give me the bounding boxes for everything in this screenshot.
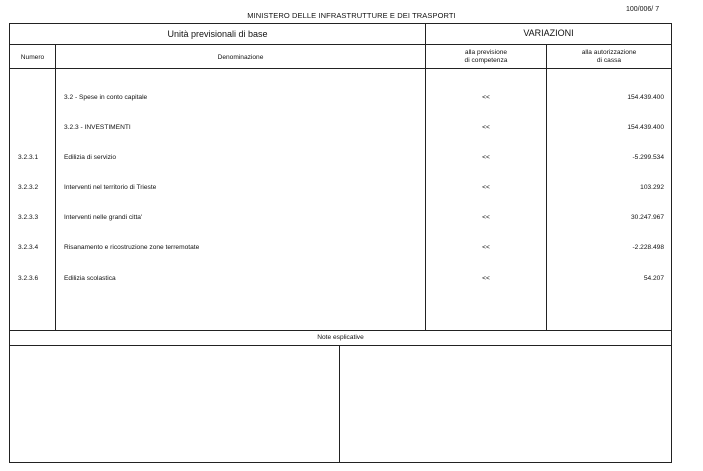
- row-previsione: <<: [482, 154, 490, 161]
- row-previsione: <<: [482, 244, 490, 251]
- page-code: 100/006/ 7: [626, 6, 660, 13]
- row-cassa: 154.439.400: [627, 94, 664, 101]
- row-numero: 3.2.3.1: [18, 154, 39, 161]
- row-denominazione: 3.2.3 - INVESTIMENTI: [64, 124, 131, 131]
- row-numero: 3.2.3.4: [18, 244, 39, 251]
- frame-bottom: [9, 462, 672, 463]
- row-cassa: 30.247.967: [630, 214, 664, 221]
- frame-right: [671, 23, 672, 463]
- notes-right-area: [340, 346, 671, 462]
- row-denominazione: Edilizia scolastica: [64, 275, 116, 282]
- row-previsione: <<: [482, 275, 490, 282]
- group-header-unita: Unità previsionali di base: [167, 29, 268, 39]
- notes-title: Note esplicative: [317, 334, 364, 341]
- notes-left-area: [10, 346, 339, 462]
- group-header-variazioni: VARIAZIONI: [523, 28, 574, 38]
- row-denominazione: Edilizia di servizio: [64, 154, 117, 161]
- row-previsione: <<: [482, 184, 490, 191]
- row-cassa: -5.299.534: [632, 154, 664, 161]
- frame-top: [9, 23, 672, 24]
- col-divider-numero: [55, 45, 56, 330]
- col-header-cassa-2: di cassa: [596, 57, 622, 64]
- col-header-numero: Numero: [20, 54, 45, 61]
- row-numero: 3.2.3.2: [18, 184, 39, 191]
- col-header-previsione-1: alla previsione: [464, 49, 508, 56]
- row-cassa: 103.292: [640, 184, 664, 191]
- row-denominazione: Interventi nelle grandi citta': [64, 214, 143, 221]
- row-denominazione: Interventi nel territorio di Trieste: [64, 184, 157, 191]
- notes-divider-top: [9, 330, 672, 331]
- col-header-previsione-2: di competenza: [464, 57, 508, 64]
- col-divider-group: [425, 23, 426, 330]
- col-header-cassa-1: alla autorizzazione: [581, 49, 637, 56]
- row-denominazione: Risanamento e ricostruzione zone terremotate: [64, 244, 200, 251]
- row-numero: 3.2.3.3: [18, 214, 39, 221]
- col-header-denominazione: Denominazione: [217, 54, 264, 61]
- row-previsione: <<: [482, 94, 490, 101]
- header-divider-2: [9, 68, 672, 69]
- header-divider-1: [9, 44, 672, 45]
- row-cassa: -2.228.498: [632, 244, 664, 251]
- row-previsione: <<: [482, 214, 490, 221]
- row-numero: 3.2.3.6: [18, 275, 39, 282]
- row-previsione: <<: [482, 124, 490, 131]
- page-title: MINISTERO DELLE INFRASTRUTTURE E DEI TRASPORTI: [247, 11, 456, 20]
- row-cassa: 154.439.400: [627, 124, 664, 131]
- row-denominazione: 3.2 - Spese in conto capitale: [64, 94, 148, 101]
- row-cassa: 54.207: [643, 275, 664, 282]
